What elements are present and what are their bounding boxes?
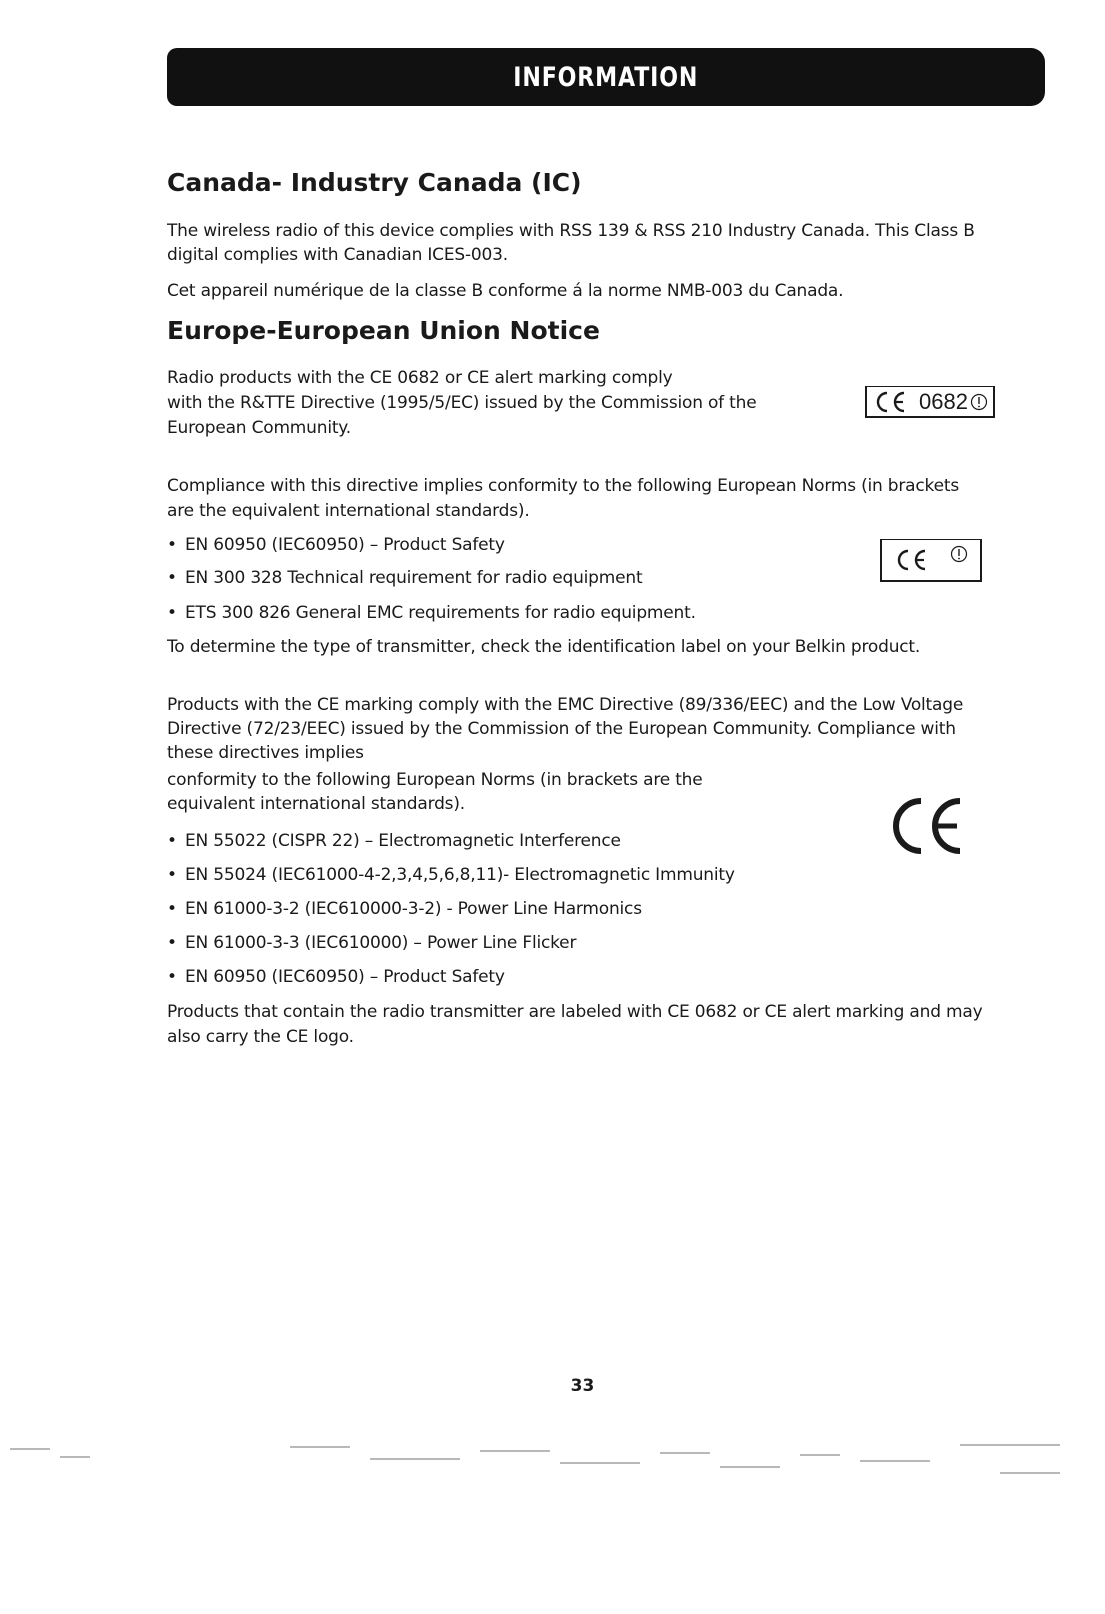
- closing-line-2: also carry the CE logo.: [167, 1027, 354, 1047]
- emc-line-4: conformity to the following European Norms (in brackets are the: [167, 770, 703, 790]
- emc-line-2: Directive (72/23/EEC) issued by the Commission of the European Community. Compliance with: [167, 719, 956, 739]
- emc-bullet-5: • EN 60950 (IEC60950) – Product Safety: [167, 965, 505, 989]
- ce-alert-mark: [880, 539, 982, 582]
- radio-products-line-1: Radio products with the CE 0682 or CE alert marking comply: [167, 368, 673, 388]
- emc-line-5: equivalent international standards).: [167, 794, 465, 814]
- compliance-line-2: are the equivalent international standards).: [167, 501, 530, 521]
- ce-mark-number: 0682: [919, 388, 968, 414]
- radio-products-line-3: European Community.: [167, 418, 351, 438]
- emc-bullet-1: • EN 55022 (CISPR 22) – Electromagnetic Interference: [167, 829, 621, 853]
- scan-noise-strip: [0, 1428, 1105, 1508]
- alert-circle-icon: [970, 393, 988, 411]
- banner-title: INFORMATION: [513, 61, 699, 93]
- rtte-bullet-1: • EN 60950 (IEC60950) – Product Safety: [167, 533, 505, 557]
- radio-products-line-2: with the R&TTE Directive (1995/5/EC) issued by the Commission of the: [167, 393, 757, 413]
- emc-line-1: Products with the CE marking comply with the EMC Directive (89/336/EEC) and the Low Voltage: [167, 695, 964, 715]
- information-banner: [167, 48, 1045, 106]
- canada-french-notice: Cet appareil numérique de la classe B conforme á la norme NMB-003 du Canada.: [167, 281, 844, 301]
- canada-heading: Canada- Industry Canada (IC): [167, 168, 582, 197]
- emc-bullet-2: • EN 55024 (IEC61000-4-2,3,4,5,6,8,11)- Electromagnetic Immunity: [167, 863, 735, 887]
- europe-heading: Europe-European Union Notice: [167, 316, 600, 345]
- emc-bullet-4: • EN 61000-3-3 (IEC610000) – Power Line Flicker: [167, 931, 576, 955]
- rtte-bullet-2: • EN 300 328 Technical requirement for radio equipment: [167, 566, 642, 590]
- compliance-line-1: Compliance with this directive implies conformity to the following European Norms (in brackets: [167, 476, 959, 496]
- alert-circle-icon: [950, 545, 968, 563]
- page-number: 33: [570, 1376, 595, 1396]
- rtte-bullet-3: • ETS 300 826 General EMC requirements for radio equipment.: [167, 601, 696, 625]
- canada-paragraph-line-1: The wireless radio of this device complies with RSS 139 & RSS 210 Industry Canada. This Class B: [167, 221, 975, 241]
- transmitter-note: To determine the type of transmitter, check the identification label on your Belkin product.: [167, 637, 921, 657]
- ce-mark-icon: [894, 547, 928, 573]
- emc-bullet-3: • EN 61000-3-2 (IEC610000-3-2) - Power Line Harmonics: [167, 897, 642, 921]
- ce-0682-alert-mark: [865, 386, 995, 418]
- ce-logo-icon: [888, 795, 964, 857]
- emc-line-3: these directives implies: [167, 743, 364, 763]
- canada-paragraph-line-2: digital complies with Canadian ICES-003.: [167, 245, 508, 265]
- ce-mark-icon: [873, 390, 907, 414]
- closing-line-1: Products that contain the radio transmitter are labeled with CE 0682 or CE alert marking and may: [167, 1002, 983, 1022]
